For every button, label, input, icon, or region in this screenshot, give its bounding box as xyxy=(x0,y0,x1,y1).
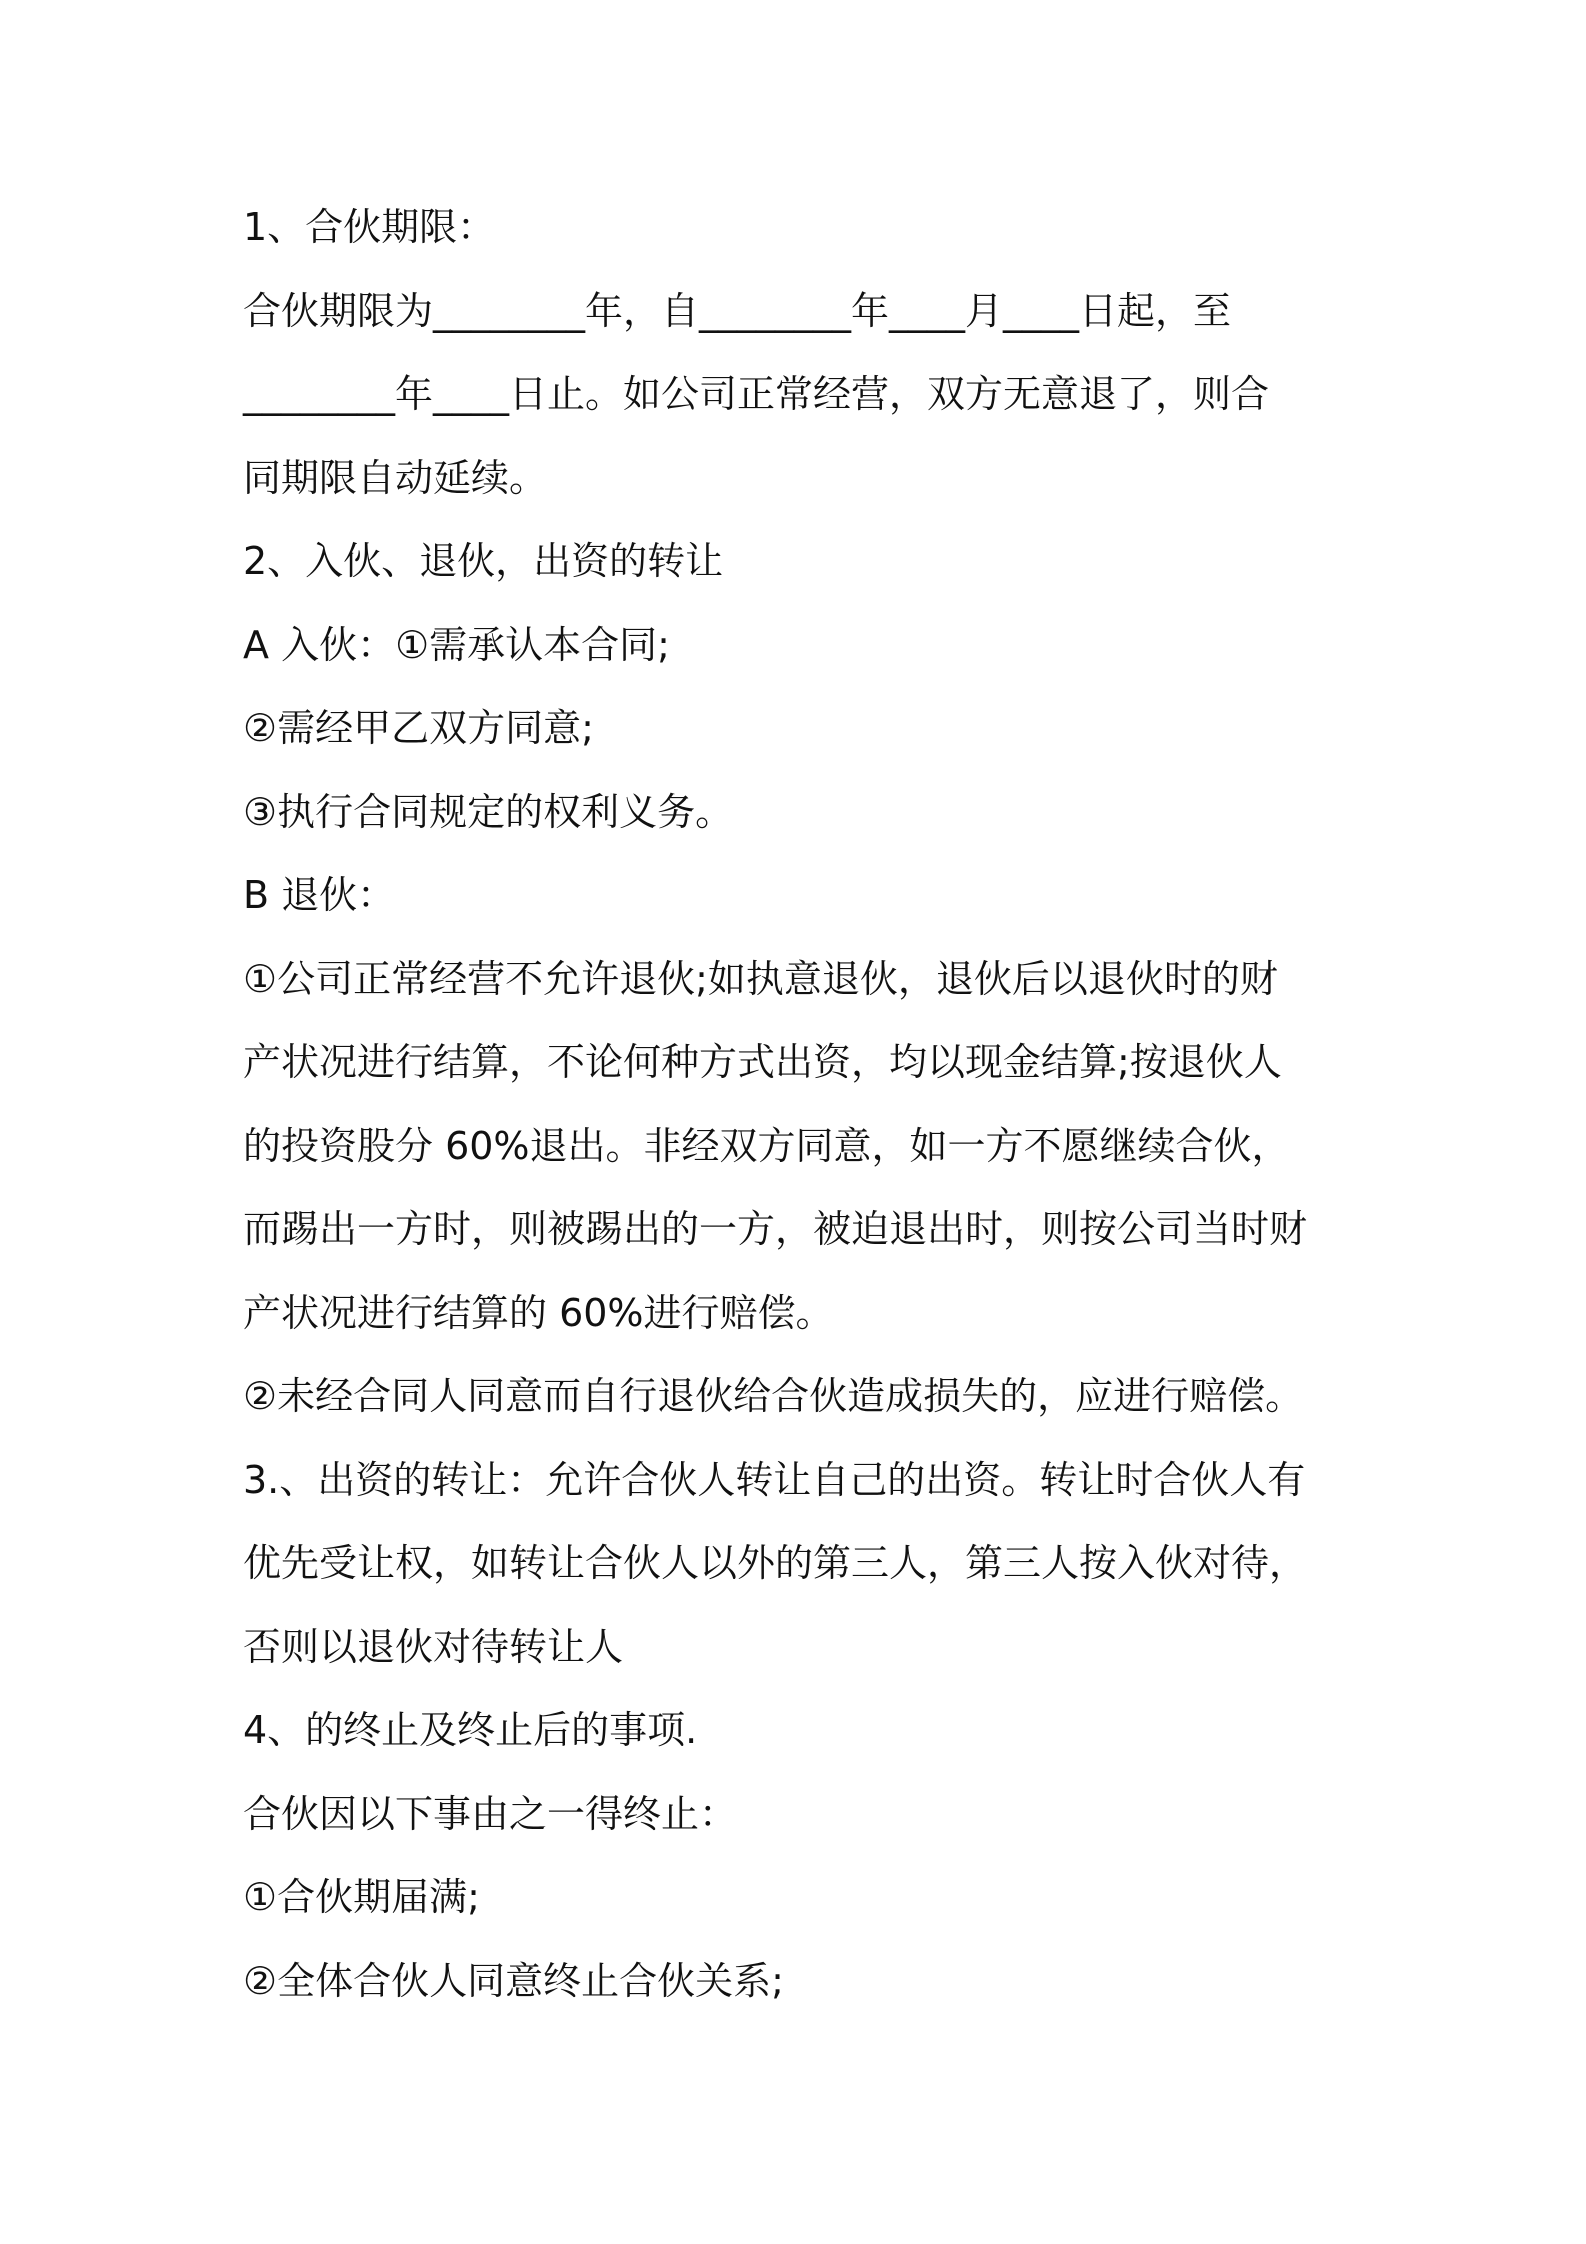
text-line: 的投资股分 60%退出。非经双方同意，如一方不愿继续合伙， xyxy=(243,1123,1290,1168)
text-line: ①公司正常经营不允许退伙;如执意退伙，退伙后以退伙时的财 xyxy=(243,956,1278,1001)
clause-4-heading: 4、的终止及终止后的事项. xyxy=(243,1708,698,1752)
text-line: B 退伙： xyxy=(243,873,396,917)
text-line: 合伙期限为________年，自________年____月____日起，至 xyxy=(243,288,1232,333)
text-line: 产状况进行结算的 60%进行赔偿。 xyxy=(243,1290,834,1335)
text-line: 优先受让权，如转让合伙人以外的第三人，第三人按入伙对待， xyxy=(243,1541,1308,1585)
clause-2-heading: 2、入伙、退伙，出资的转让 xyxy=(243,539,724,583)
text-line: ②需经甲乙双方同意; xyxy=(243,706,594,750)
text-line: 而踢出一方时，则被踢出的一方，被迫退出时，则按公司当时财 xyxy=(243,1207,1308,1251)
text-line: ________年____日止。如公司正常经营，双方无意退了，则合 xyxy=(243,372,1270,416)
text-line: 产状况进行结算，不论何种方式出资，均以现金结算;按退伙人 xyxy=(243,1040,1282,1084)
text-line: ①合伙期届满; xyxy=(243,1875,480,1919)
text-line: 同期限自动延续。 xyxy=(243,455,548,500)
text-line: A 入伙：①需承认本合同; xyxy=(243,622,670,667)
clause-3-heading: 3.、出资的转让：允许合伙人转让自己的出资。转让时合伙人有 xyxy=(243,1457,1306,1502)
clause-1-heading: 1、合伙期限： xyxy=(243,205,496,249)
text-line: ③执行合同规定的权利义务。 xyxy=(243,789,734,834)
text-line: ②全体合伙人同意终止合伙关系; xyxy=(243,1958,784,2003)
text-line: ②未经合同人同意而自行退伙给合伙造成损失的，应进行赔偿。 xyxy=(243,1374,1304,1418)
text-line: 否则以退伙对待转让人 xyxy=(243,1624,624,1669)
text-line: 合伙因以下事由之一得终止： xyxy=(243,1791,738,1836)
document-body xyxy=(243,197,1363,2034)
